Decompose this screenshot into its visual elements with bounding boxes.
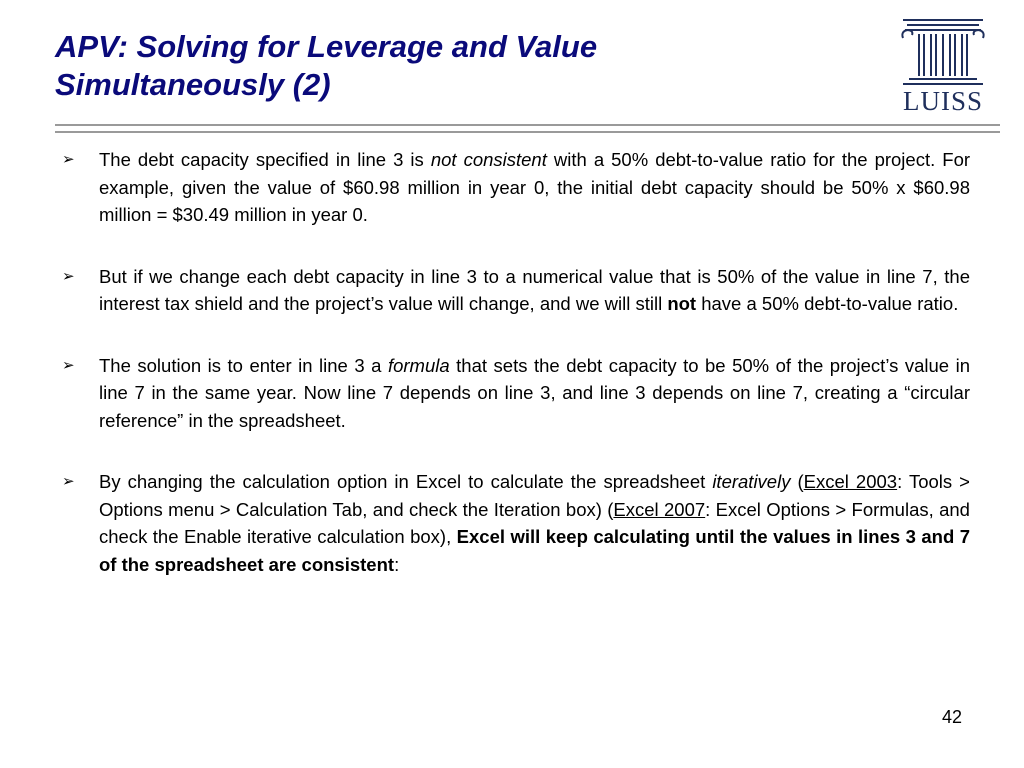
slide-title — [55, 28, 815, 104]
underlined-text: Excel 2007 — [613, 498, 706, 520]
slide-title-line-2: Simultaneously (2) — [55, 67, 331, 102]
bold-text: not — [667, 293, 697, 314]
arrow-bullet-icon: ➢ — [62, 266, 75, 285]
luiss-logo — [893, 14, 993, 118]
emphasis-text: not consistent — [430, 149, 547, 170]
arrow-bullet-icon: ➢ — [62, 150, 75, 168]
bullet-text: have a 50% debt-to-value ratio. — [696, 293, 959, 314]
bullet-list — [62, 146, 970, 578]
bullet-text: But if we change each debt capacity in line 3 to a numerical value that is 50% of the value in line 7, the interest tax shield and the project’s value will change, and we will still — [99, 265, 970, 314]
arrow-bullet-icon: ➢ — [62, 355, 75, 374]
emphasis-text: formula — [387, 354, 450, 376]
title-divider — [55, 124, 1000, 133]
bullet-text: : — [394, 553, 400, 575]
underlined-text: Excel 2003 — [803, 471, 898, 492]
emphasis-text: iteratively — [712, 471, 791, 492]
bullet-text: The debt capacity specified in line 3 is — [99, 149, 431, 170]
bold-text: Excel will keep calculating until the values in lines 3 and 7 of the spreadsheet are consistent — [99, 526, 970, 575]
bullet-item — [62, 263, 970, 318]
bullet-text: ( — [790, 471, 804, 492]
bullet-text: : Excel Options > Formulas, and check the Enable iterative calculation box), — [99, 498, 970, 547]
bullet-item — [62, 352, 970, 435]
bullet-text: that sets the debt capacity to be 50% of the project’s value in line 7 in the same year. Now line 7 depends on line 3, and line 3 depends on line 7, creating a “circular reference” in the spreadsheet. — [99, 354, 970, 431]
arrow-bullet-icon: ➢ — [62, 472, 75, 490]
bullet-text: By changing the calculation option in Excel to calculate the spreadsheet — [99, 471, 713, 492]
bullet-text: with a 50% debt-to-value ratio for the project. For example, given the value of $60.98 million in year 0, the initial debt capacity should be 50% x $60.98 million = $30.49 million in year 0. — [99, 149, 971, 225]
bullet-text: The solution is to enter in line 3 a — [99, 354, 388, 376]
bullet-item — [62, 468, 970, 578]
logo-text: LUISS — [902, 86, 983, 116]
bullet-item — [62, 146, 970, 229]
slide-title-line-1: APV: Solving for Leverage and Value — [55, 29, 598, 64]
column-logo-icon — [893, 14, 993, 86]
bullet-text: : Tools > Options menu > Calculation Tab, and check the Iteration box) ( — [99, 471, 970, 520]
page-number: 42 — [941, 707, 962, 727]
